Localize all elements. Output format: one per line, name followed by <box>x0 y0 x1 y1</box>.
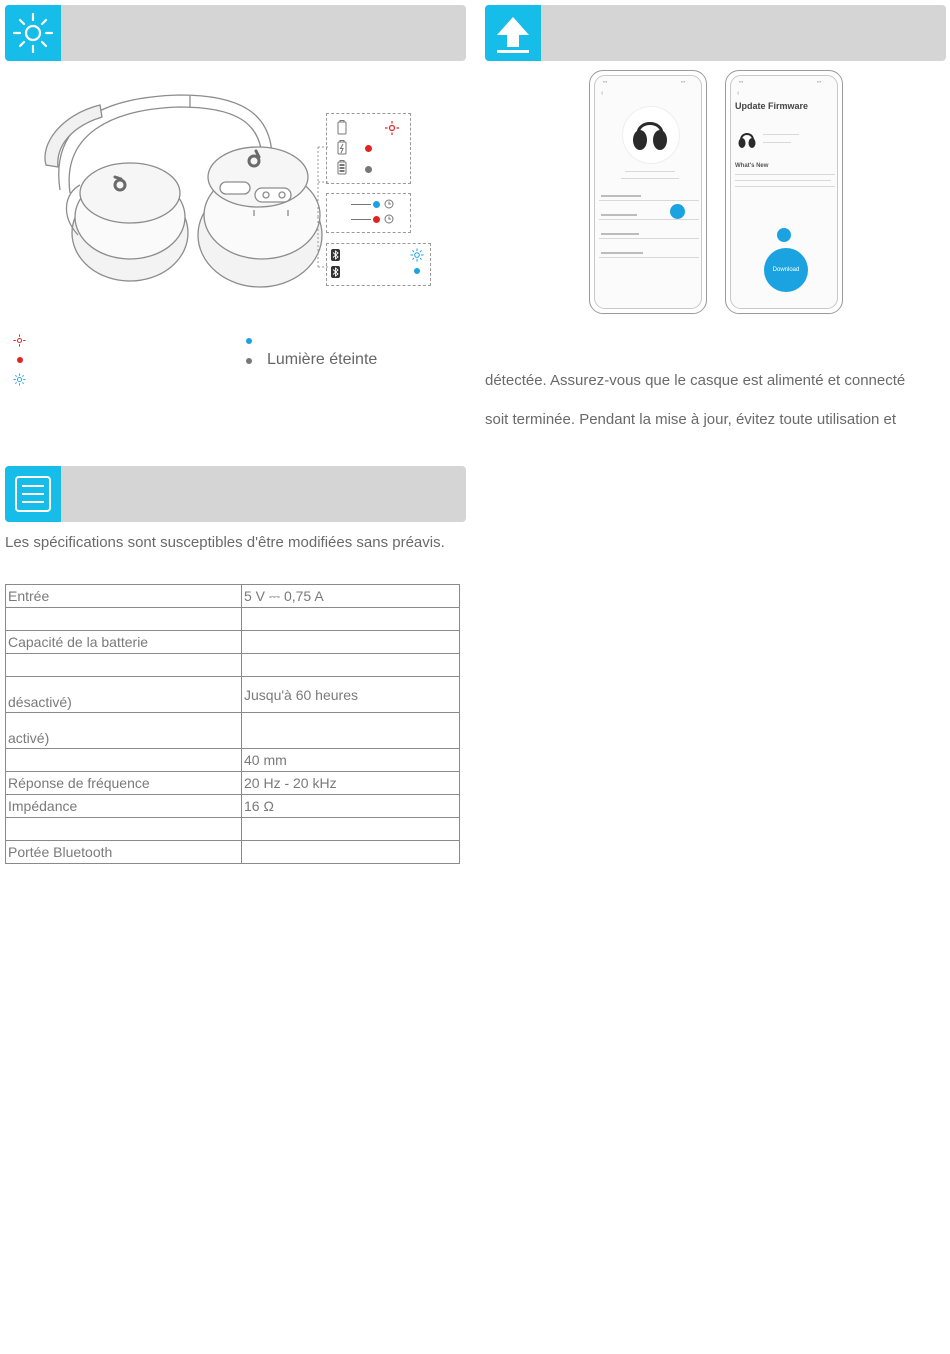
battery-indicator-box <box>326 113 411 184</box>
table-row <box>6 677 460 713</box>
spec-value <box>242 654 460 677</box>
spec-label: Capacité de la batterie <box>6 631 242 654</box>
specs-header-icon-box <box>5 466 61 522</box>
spec-value <box>242 818 460 841</box>
spec-value: 40 mm <box>242 749 460 772</box>
specs-note: Les spécifications sont susceptibles d'être modifiées sans préavis. <box>5 534 445 551</box>
legend-light-off-text: Lumière éteinte <box>267 351 378 368</box>
blue-dot-icon <box>373 201 380 208</box>
document-list-icon <box>5 466 61 522</box>
red-dot-icon <box>365 145 372 152</box>
spec-label <box>6 654 242 677</box>
spec-label <box>6 608 242 631</box>
table-row <box>6 608 460 631</box>
tap-indicator-dot <box>670 204 685 219</box>
update-header-icon-box <box>485 5 541 61</box>
led-header-icon-box <box>5 5 61 61</box>
bluetooth-icon <box>331 266 340 278</box>
table-row <box>6 795 460 818</box>
spec-label: Portée Bluetooth <box>6 841 242 864</box>
download-button[interactable]: Download <box>764 248 808 292</box>
battery-icons <box>336 120 348 178</box>
update-text-line-1: détectée. Assurez-vous que le casque est alimenté et connecté <box>485 372 906 389</box>
specs-table <box>5 584 460 864</box>
spec-label: désactivé) <box>6 677 242 713</box>
blue-flash-icon <box>410 248 424 262</box>
blue-dot-icon <box>414 268 420 274</box>
tap-indicator-dot <box>777 228 791 242</box>
whats-new-label: What's New <box>735 163 769 169</box>
table-row <box>6 654 460 677</box>
bluetooth-indicator-box <box>326 243 431 286</box>
gray-dot-icon <box>365 166 372 173</box>
spec-value <box>242 631 460 654</box>
upload-arrow-icon <box>485 5 541 61</box>
update-section-header <box>485 5 946 61</box>
bluetooth-icon <box>331 249 340 261</box>
spec-label: Impédance <box>6 795 242 818</box>
spec-value <box>242 841 460 864</box>
table-row <box>6 841 460 864</box>
red-flash-icon <box>384 120 400 136</box>
table-row <box>6 772 460 795</box>
timer-indicator-box <box>326 193 411 233</box>
red-dot-icon <box>373 216 380 223</box>
spec-label: Entrée <box>6 585 242 608</box>
clock-icon <box>384 199 394 209</box>
update-text-line-2: soit terminée. Pendant la mise à jour, évitez toute utilisation et <box>485 411 897 428</box>
gray-dot-icon <box>246 358 252 364</box>
phone-update-firmware: ▪▪▪ ▪▪▪ ‹ Update Firmware What's New Download <box>725 70 843 314</box>
spec-value: 16 Ω <box>242 795 460 818</box>
table-row <box>6 585 460 608</box>
blue-flash-icon <box>13 373 26 386</box>
headphones-illustration <box>40 85 330 290</box>
spec-value: 20 Hz - 20 kHz <box>242 772 460 795</box>
spec-label <box>6 749 242 772</box>
spec-value <box>242 713 460 749</box>
table-row <box>6 631 460 654</box>
clock-icon <box>384 214 394 224</box>
update-firmware-title: Update Firmware <box>735 101 809 111</box>
specs-section-header <box>5 466 466 522</box>
led-section-header <box>5 5 466 61</box>
table-row <box>6 713 460 749</box>
spec-label: Réponse de fréquence <box>6 772 242 795</box>
spec-label <box>6 818 242 841</box>
spec-value: Jusqu'à 60 heures <box>242 677 460 713</box>
table-row <box>6 749 460 772</box>
headphones-icon <box>737 128 757 152</box>
table-row <box>6 818 460 841</box>
red-dot-icon <box>17 357 23 363</box>
red-flash-icon <box>13 334 26 347</box>
spec-value: 5 V ⎓ 0,75 A <box>242 585 460 608</box>
sun-icon <box>5 5 61 61</box>
headphones-icon <box>630 112 670 156</box>
spec-value <box>242 608 460 631</box>
phone-app-home: ▪▪▪ ▪▪▪ ‹ <box>589 70 707 314</box>
blue-dot-icon <box>246 338 252 344</box>
spec-label: activé) <box>6 713 242 749</box>
